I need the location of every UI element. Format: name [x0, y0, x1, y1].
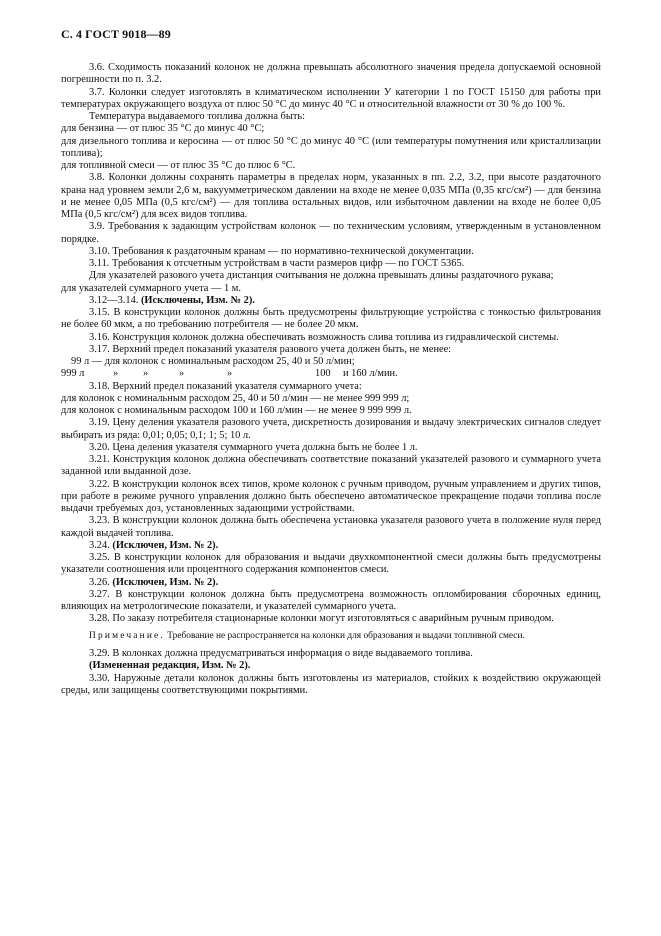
ditto-mark: » — [227, 368, 233, 380]
clause-3-10: 3.10. Требования к раздаточным кранам — по нормативно-технической документации. — [89, 245, 474, 257]
document-body — [61, 62, 601, 697]
clause-3-19: 3.19. Цену деления указателя разового учета, дискретность дозирования и выдачу электрических сигналов следует выбирать из ряда: 0,01; 0,05; 0,1; 1; 5; 10 л. — [61, 417, 601, 441]
clause-3-12-3-14 — [61, 295, 601, 307]
limit-value: 999 л — [61, 368, 85, 380]
clause-3-18: 3.18. Верхний предел показаний указателя суммарного учета: — [89, 380, 362, 392]
limit-999-litres — [61, 368, 601, 380]
clause-3-30: 3.30. Наружные детали колонок должны быть изготовлены из материалов, стойких к воздействию окружающей среды, или защищены соответствующими покрытиями. — [61, 672, 601, 696]
excluded-note: (Исключен, Изм. № 2). — [112, 539, 219, 551]
clause-3-23: 3.23. В конструкции колонок должна быть обеспечена установка указателя разового учета в положение нуля перед каждой выдачей топлива. — [61, 515, 601, 539]
clause-3-16: 3.16. Конструкция колонок должна обеспечивать возможность слива топлива из гидравлической системы. — [89, 331, 559, 343]
clause-3-26 — [61, 577, 601, 589]
fuel-temperature-diesel: для дизельного топлива и керосина — от плюс 50 °С до минус 40 °С (или температуры помутнения или кристаллизации топлива); — [61, 135, 601, 159]
excluded-note: (Исключен, Изм. № 2). — [112, 576, 219, 588]
clause-3-25: 3.25. В конструкции колонок для образования и выдачи двухкомпонентной смеси должны быть предусмотрены указатели соотношения или процентного содержания компонентов смеси. — [61, 552, 601, 576]
note-text: Требование не распространяется на колонки для образования и выдачи топливной смеси. — [164, 630, 525, 641]
note-label: Примечание. — [89, 630, 165, 641]
ditto-mark: » — [143, 368, 149, 380]
revision-label: (Измененная редакция, Изм. № 2). — [89, 660, 251, 672]
clause-3-11: 3.11. Требования к отсчетным устройствам в части размеров цифр — по ГОСТ 5365. — [89, 258, 465, 269]
clause-3-7: 3.7. Колонки следует изготовлять в климатическом исполнении У категории 1 по ГОСТ 15150 для работы при температурах окружающего воздуха от плюс 50 °С до минус 40 °С и относительной влажности от 30 % до 100 %. — [61, 86, 601, 110]
clause-3-8: 3.8. Колонки должны сохранять параметры в пределах норм, указанных в пп. 2.2, 3.2, при высоте раздаточного крана над уровнем земли 2,6 м, вакуумметрическом давлении на входе не менее 0,035 МПа (0,35 кгс/см²) — для бензина и не менее 0,05 МПа (0,5 кгс/см²) — для топлива остальных видов, или избыточном давлении на входе не более 0,05 МПа (0,5 кгс/см²) для всех видов топлива. — [61, 172, 601, 220]
fuel-temperature-intro: Температура выдаваемого топлива должна быть: — [89, 111, 305, 122]
excluded-note: (Исключены, Изм. № 2). — [140, 294, 255, 306]
reading-distance-total: для указателей суммарного учета — 1 м. — [61, 282, 241, 294]
clause-3-20: 3.20. Цена деления указателя суммарного учета должна быть не более 1 л. — [89, 441, 418, 453]
clause-3-22: 3.22. В конструкции колонок всех типов, кроме колонок с ручным приводом, ручным управлением и других типов, при работе в режиме ручного управления должно быть обеспечено автоматическое прекращение подачи топлива после выдачи требуемых доз, установленных задающими устройствами. — [61, 478, 601, 514]
clause-3-27: 3.27. В конструкции колонок должна быть предусмотрена возможность опломбирования сборочных единиц, влияющих на метрологические показатели, и указателей суммарного учета. — [61, 588, 601, 612]
limit-99-litres: 99 л — для колонок с номинальным расходом 25, 40 и 50 л/мин; — [71, 356, 355, 367]
flow-rate-value: и 160 л/мин. — [343, 368, 398, 380]
flow-rate-value: 100 — [315, 368, 331, 380]
total-limit-large: для колонок с номинальным расходом 100 и 160 л/мин — не менее 9 999 999 л. — [61, 405, 412, 416]
clause-3-21: 3.21. Конструкция колонок должна обеспечивать соответствие показаний указателей разового и суммарного учета заданной или выданной дозе. — [61, 454, 601, 478]
clause-number: 3.24. — [89, 539, 113, 551]
total-limit-small: для колонок с номинальным расходом 25, 40 и 50 л/мин — не менее 999 999 л; — [61, 392, 410, 404]
clause-3-17: 3.17. Верхний предел показаний указателя разового учета должен быть, не менее: — [89, 343, 452, 355]
ditto-mark: » — [179, 368, 185, 380]
clause-number: 3.12—3.14. — [89, 294, 141, 306]
clause-3-15: 3.15. В конструкции колонок должны быть предусмотрены фильтрующие устройства с тонкостью фильтрования не более 60 мкм, а по требованию потребителя — не более 20 мкм. — [61, 307, 601, 331]
fuel-temperature-mixture: для топливной смеси — от плюс 35 °С до плюс 6 °С. — [61, 160, 296, 171]
clause-3-24 — [61, 540, 601, 552]
clause-3-28: 3.28. По заказу потребителя стационарные колонки могут изготовляться с аварийным ручным приводом. — [89, 613, 554, 625]
clause-number: 3.26. — [89, 576, 113, 588]
ditto-mark: » — [113, 368, 119, 380]
clause-3-29: 3.29. В колонках должна предусматриваться информация о виде выдаваемого топлива. — [89, 648, 473, 659]
fuel-temperature-petrol: для бензина — от плюс 35 °С до минус 40 °С; — [61, 123, 265, 135]
reading-distance-single: Для указателей разового учета дистанция считывания не должна превышать длины раздаточного рукава; — [89, 270, 554, 282]
clause-3-9: 3.9. Требования к задающим устройствам колонок — по техническим условиям, утвержденным в установленном порядке. — [61, 221, 601, 245]
revision-note — [61, 660, 601, 672]
clause-3-6: 3.6. Сходимость показаний колонок не должна превышать абсолютного значения предела допускаемой основной погрешности по п. 3.2. — [61, 62, 601, 86]
page-header: С. 4 ГОСТ 9018—89 — [61, 27, 171, 41]
note — [61, 631, 601, 643]
